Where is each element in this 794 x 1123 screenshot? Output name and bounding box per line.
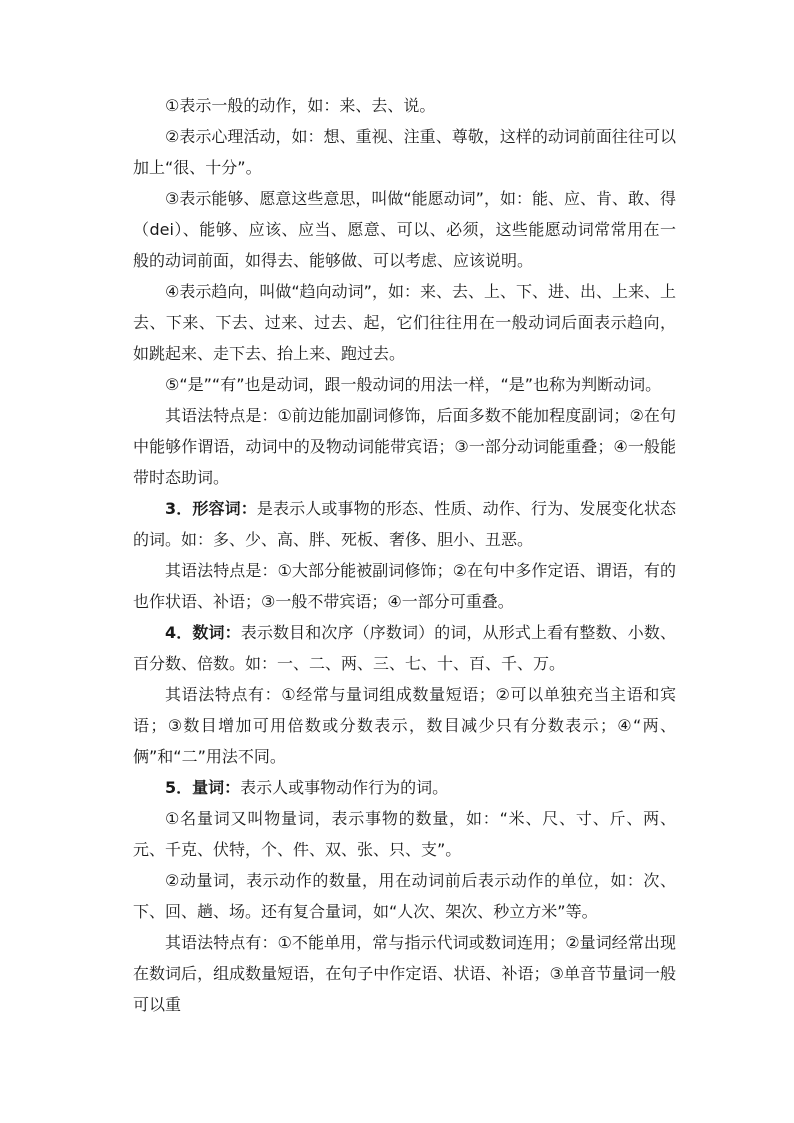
paragraph-noun-classifier (133, 803, 676, 865)
paragraph-classifier-grammar (133, 927, 676, 1020)
paragraph-classifier-definition (133, 772, 676, 803)
paragraph-verb-grammar (133, 400, 676, 493)
paragraph-numeral-definition (133, 617, 676, 679)
section-heading-numeral: 4．数词： (165, 623, 241, 642)
paragraph-text: 其语法特点是：①大部分能被副词修饰；②在句中多作定语、谓语，有的也作状语、补语；③一般不带宾语；④一部分可重叠。 (133, 561, 676, 611)
paragraph-text: ②动量词，表示动作的数量，用在动词前后表示动作的单位，如：次、下、回、趟、场。还有复合量词，如“人次、架次、秒立方米”等。 (133, 871, 676, 921)
paragraph-directional-verbs (133, 276, 676, 369)
paragraph-text: 其语法特点是：①前边能加副词修饰，后面多数不能加程度副词；②在句中能够作谓语，动词中的及物动词能带宾语；③一部分动词能重叠；④一般能带时态助词。 (133, 406, 676, 487)
paragraph-text: ③表示能够、愿意这些意思，叫做“能愿动词”，如：能、应、肯、敢、得（dei）、能够、应该、应当、愿意、可以、必须，这些能愿动词常常用在一般的动词前面，如得去、能够做、可以考虑、应该说明。 (133, 189, 676, 270)
document-page (133, 90, 676, 1020)
paragraph-text: 是表示人或事物的形态、性质、动作、行为、发展变化状态的词。如：多、少、高、胖、死板、奢侈、胆小、丑恶。 (133, 499, 676, 549)
paragraph-general-action (133, 90, 676, 121)
paragraph-text: 其语法特点有：①经常与量词组成数量短语；②可以单独充当主语和宾语；③数目增加可用倍数或分数表示，数目减少只有分数表示；④“两、俩”和“二”用法不同。 (133, 685, 676, 766)
paragraph-judgment-verbs (133, 369, 676, 400)
paragraph-text: 其语法特点有：①不能单用，常与指示代词或数词连用；②量词经常出现在数词后，组成数量短语，在句子中作定语、状语、补语；③单音节量词一般可以重 (133, 933, 676, 1014)
section-heading-classifier: 5．量词： (165, 778, 241, 797)
paragraph-adjective-grammar (133, 555, 676, 617)
paragraph-text: 表示数目和次序（序数词）的词，从形式上看有整数、小数、百分数、倍数。如：一、二、两、三、七、十、百、千、万。 (133, 623, 676, 673)
paragraph-text: ①表示一般的动作，如：来、去、说。 (165, 96, 436, 115)
paragraph-verbal-classifier (133, 865, 676, 927)
paragraph-text: ②表示心理活动，如：想、重视、注重、尊敬，这样的动词前面往往可以加上“很、十分”。 (133, 127, 676, 177)
paragraph-text: 表示人或事物动作行为的词。 (240, 778, 449, 797)
section-heading-adjective: 3．形容词： (165, 499, 257, 518)
paragraph-modal-verbs (133, 183, 676, 276)
paragraph-text: ①名量词又叫物量词，表示事物的数量，如：“米、尺、寸、斤、两、元、千克、伏特，个、件、双、张、只、支”。 (133, 809, 676, 859)
paragraph-text: ④表示趋向，叫做“趋向动词”，如：来、去、上、下、进、出、上来、上去、下来、下去、过来、过去、起，它们往往用在一般动词后面表示趋向，如跳起来、走下去、抬上来、跑过去。 (133, 282, 676, 363)
paragraph-adjective-definition (133, 493, 676, 555)
paragraph-text: ⑤“是”“有”也是动词，跟一般动词的用法一样，“是”也称为判断动词。 (165, 375, 662, 394)
paragraph-numeral-grammar (133, 679, 676, 772)
paragraph-mental-activity (133, 121, 676, 183)
